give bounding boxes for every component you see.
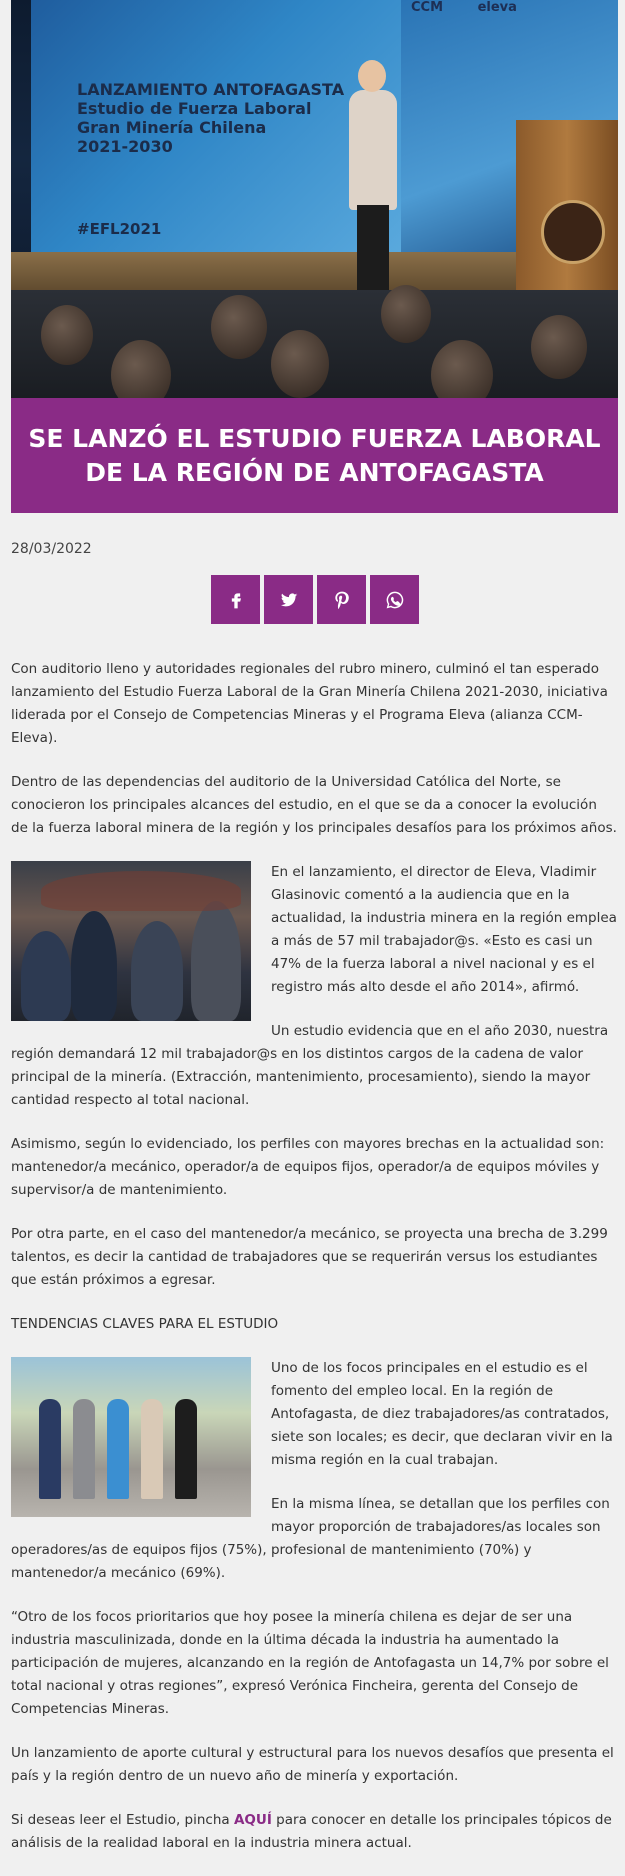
article-paragraph: Asimismo, según lo evidenciado, los perfiles con mayores brechas en la actualidad son: mantenedor/a mecánico, operador/a de equipos fijos, operador/a de equipos móviles y supervisor/a de mantenimiento. <box>11 1136 605 1198</box>
article-body <box>11 658 618 1876</box>
twitter-share-button[interactable] <box>264 575 313 624</box>
study-link-prefix: Si deseas leer el Estudio, pincha <box>11 1812 234 1828</box>
photo-person <box>21 931 71 1021</box>
audience-head <box>531 315 587 379</box>
speaker-head <box>358 60 386 92</box>
photo-person <box>175 1399 197 1499</box>
pinterest-icon <box>332 590 352 610</box>
article-paragraph: Uno de los focos principales en el estudio es el fomento del empleo local. En la región de Antofagasta, de diez trabajadores/as contratados, siete son locales; es decir, que declaran vivir en la misma región en la cual trabajan. <box>271 1360 613 1468</box>
screen-line: LANZAMIENTO ANTOFAGASTA <box>77 80 345 99</box>
photo-person <box>131 921 183 1021</box>
article-paragraph <box>11 1809 618 1855</box>
article-paragraph: “Otro de los focos prioritarios que hoy posee la minería chilena es dejar de ser una industria masculinizada, donde en la última década la industria ha aumentado la participación de mujeres, alcanzando en la región de Antofagasta un 14,7% por sobre el total nacional y otras regiones”, expresó Verónica Fincheira, gerenta del Consejo de Competencias Mineras. <box>11 1609 609 1717</box>
hero-image <box>11 0 618 398</box>
facebook-share-button[interactable] <box>211 575 260 624</box>
logo-row <box>411 0 517 15</box>
screen-line: Estudio de Fuerza Laboral <box>77 99 312 118</box>
title-banner <box>11 398 618 513</box>
audience-head <box>211 295 267 359</box>
study-link[interactable]: AQUÍ <box>233 1812 272 1828</box>
photo-person <box>39 1399 61 1499</box>
whatsapp-share-button[interactable] <box>370 575 419 624</box>
article-paragraph: Con auditorio lleno y autoridades regionales del rubro minero, culminó el tan esperado lanzamiento del Estudio Fuerza Laboral de la Gran Minería Chilena 2021-2030, iniciativa liderada por el Consejo de Competencias Mineras y el Programa Eleva (alianza CCM-Eleva). <box>11 661 608 746</box>
screen-hashtag: #EFL2021 <box>77 220 162 238</box>
audience-head <box>271 330 329 398</box>
screen-text <box>77 80 357 156</box>
screen-line: Gran Minería Chilena <box>77 118 267 137</box>
ccm-logo: CCM <box>411 0 444 15</box>
pinterest-share-button[interactable] <box>317 575 366 624</box>
photo-person <box>141 1399 163 1499</box>
photo-person <box>71 911 117 1021</box>
section-title: TENDENCIAS CLAVES PARA EL ESTUDIO <box>11 1316 279 1332</box>
page-title: SE LANZÓ EL ESTUDIO FUERZA LABORAL DE LA REGIÓN DE ANTOFAGASTA <box>28 423 601 487</box>
share-bar <box>211 575 419 624</box>
article-paragraph: Un estudio evidencia que en el año 2030, nuestra región demandará 12 mil trabajador@s en los distintos cargos de la cadena de valor principal de la minería. (Extracción, mantenimiento, procesamiento), siendo la mayor cantidad respecto al total nacional. <box>11 1023 609 1108</box>
photo-person <box>73 1399 95 1499</box>
article-paragraph: En el lanzamiento, el director de Eleva, Vladimir Glasinovic comentó a la audiencia que en la actualidad, la industria minera en la región emplea a más de 57 mil trabajador@s. «Esto es casi un 47% de la fuerza laboral a nivel nacional y es el registro más alto desde el año 2014», afirmó. <box>271 864 617 995</box>
photo-person <box>191 901 241 1021</box>
facebook-icon <box>226 590 246 610</box>
article-paragraph: Por otra parte, en el caso del mantenedor/a mecánico, se proyecta una brecha de 3.299 talentos, es decir la cantidad de trabajadores que se requerirán versus los estudiantes que están próximos a egresar. <box>11 1226 608 1288</box>
whatsapp-icon <box>385 590 405 610</box>
photo-person <box>107 1399 129 1499</box>
twitter-icon <box>279 590 299 610</box>
group-photo <box>11 1357 251 1517</box>
audience-photo <box>11 861 251 1021</box>
photo-background-crowd <box>41 871 241 911</box>
article-paragraph: Dentro de las dependencias del auditorio de la Universidad Católica del Norte, se conocieron los principales alcances del estudio, en el que se da a conocer la evolución de la fuerza laboral minera de la región y los principales desafíos para los próximos años. <box>11 774 617 836</box>
podium-seal <box>541 200 605 264</box>
post-date: 28/03/2022 <box>11 541 92 557</box>
audience-head <box>41 305 93 365</box>
screen-line: 2021-2030 <box>77 137 173 156</box>
article-paragraph: Un lanzamiento de aporte cultural y estructural para los nuevos desafíos que presenta el país y la región dentro de un nuevo año de minería y exportación. <box>11 1745 614 1784</box>
audience-head <box>381 285 431 343</box>
study-link-suffix: para conocer en detalle los principales tópicos de análisis de la realidad laboral en la industria minera actual. <box>11 1812 612 1851</box>
speaker <box>349 90 397 210</box>
article-paragraph: En la misma línea, se detallan que los perfiles con mayor proporción de trabajadores/as locales son operadores/as de equipos fijos (75%), profesional de mantenimiento (70%) y mantenedor/a mecánico (69%). <box>11 1496 610 1581</box>
eleva-logo: eleva <box>477 0 517 15</box>
